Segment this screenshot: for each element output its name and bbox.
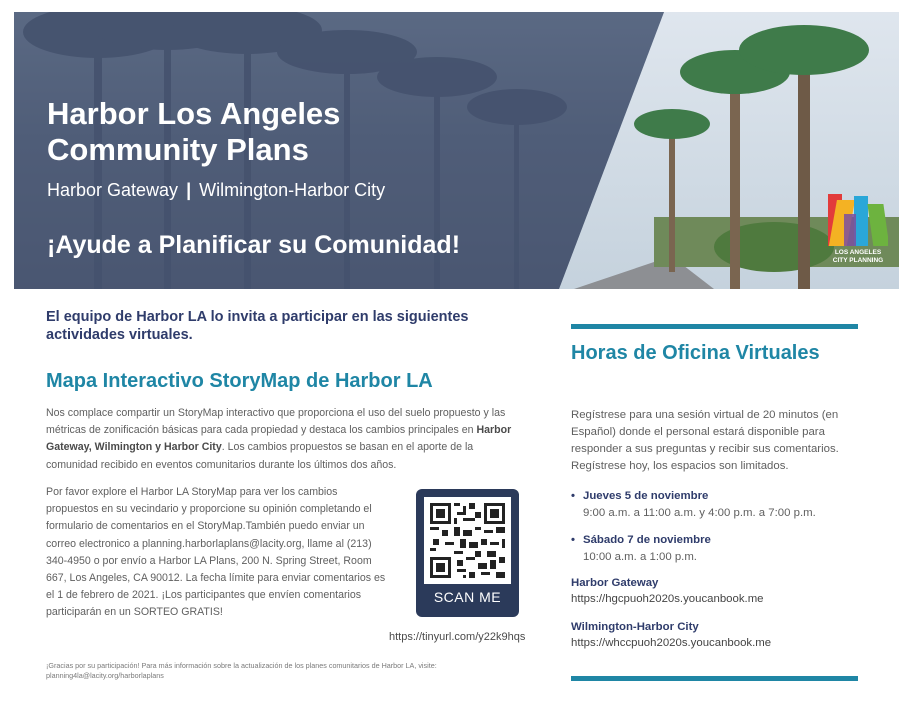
bullet: •: [571, 534, 575, 546]
session-day: Sábado 7 de noviembre: [583, 534, 711, 546]
hero-subtitle: [47, 180, 385, 201]
location-name: Wilmington-Harbor City: [571, 621, 699, 633]
subtitle-separator: |: [186, 180, 192, 200]
subtitle-harbor-gateway: Harbor Gateway: [47, 180, 179, 200]
session-day: Jueves 5 de noviembre: [583, 490, 709, 502]
qr-pattern: [424, 497, 511, 584]
storymap-paragraph-1: [46, 405, 521, 474]
page-title: Harbor Los Angeles Community Plans: [47, 96, 341, 167]
location-harbor-gateway: [571, 575, 861, 607]
location-name: Harbor Gateway: [571, 577, 659, 589]
p1-bold: Harbor Gateway, Wilmington y Harbor City: [46, 424, 512, 454]
subtitle-wilmington: Wilmington-Harbor City: [199, 180, 386, 200]
booking-link[interactable]: https://whccpuoh2020s.youcanbook.me: [571, 637, 772, 649]
intro-text: El equipo de Harbor LA lo invita a participar en las siguientes actividades virtuales.: [46, 309, 469, 343]
footer-link[interactable]: planning4la@lacity.org/harborlaplans: [46, 670, 164, 680]
qr-code-icon: [424, 497, 511, 584]
booking-link[interactable]: https://hgcpuoh2020s.youcanbook.me: [571, 593, 764, 605]
storymap-paragraph-2: Por favor explore el Harbor LA StoryMap para ver los cambios propuestos en su vecindario y proporcione su opinión completando el formulario de comentarios en el StoryMap.También puedo enviar un correo electronico a planning.harborlaplans@lacity.org, llame al (213) 340-4950 o por envío a Harbor LA Plans, 200 N. Spring Street, Room 667, Los Angeles, CA 90012. La fecha límite para enviar comentarios es el 1 de febrero de 2021. ¡Los participantes que envíen comentarios participarán en un SORTEO GRATIS!: [46, 486, 386, 619]
location-wilmington: [571, 619, 861, 651]
session-item: [571, 488, 861, 522]
storymap-link[interactable]: https://tinyurl.com/y22k9hqs: [389, 631, 526, 643]
scan-me-label: SCAN ME: [433, 589, 502, 605]
footer: [46, 661, 566, 680]
divider-top: [571, 324, 858, 329]
office-hours-description: Regístrese para una sesión virtual de 20 minutos (en Español) donde el personal estará disponible para responder a sus preguntas y recibir sus comentarios. Regístrese hoy, los espacios son limitados.: [571, 409, 839, 472]
call-to-action: ¡Ayude a Planificar su Comunidad!: [47, 231, 461, 259]
session-time: 10:00 a.m. a 1:00 p.m.: [583, 551, 697, 563]
footer-thanks: ¡Gracias por su participación! Para más información sobre la actualización de los planes comunitarios de Harbor LA, visite:: [46, 661, 437, 670]
divider-bottom: [571, 676, 858, 681]
storymap-heading: Mapa Interactivo StoryMap de Harbor LA: [46, 370, 433, 392]
session-time: 9:00 a.m. a 11:00 a.m. y 4:00 p.m. a 7:00 p.m.: [583, 507, 816, 519]
logo-text: LOS ANGELES CITY PLANNING: [832, 249, 884, 264]
office-hours-heading: Horas de Oficina Virtuales: [571, 342, 820, 364]
la-city-planning-logo-icon: [824, 194, 888, 278]
bullet: •: [571, 490, 575, 502]
p1-text-b: . Los cambios propuestos se basan en el aporte de la comunidad recibido en eventos comunitarios durante los últimos dos años.: [46, 441, 474, 471]
session-item: [571, 532, 861, 566]
qr-code-card[interactable]: [416, 489, 519, 617]
hero-banner: [14, 12, 899, 289]
p1-text-a: Nos complace compartir un StoryMap interactivo que proporciona el uso del suelo propuesto y las métricas de zonificación básicas para cada propiedad y destaca los cambios principales en: [46, 407, 506, 437]
